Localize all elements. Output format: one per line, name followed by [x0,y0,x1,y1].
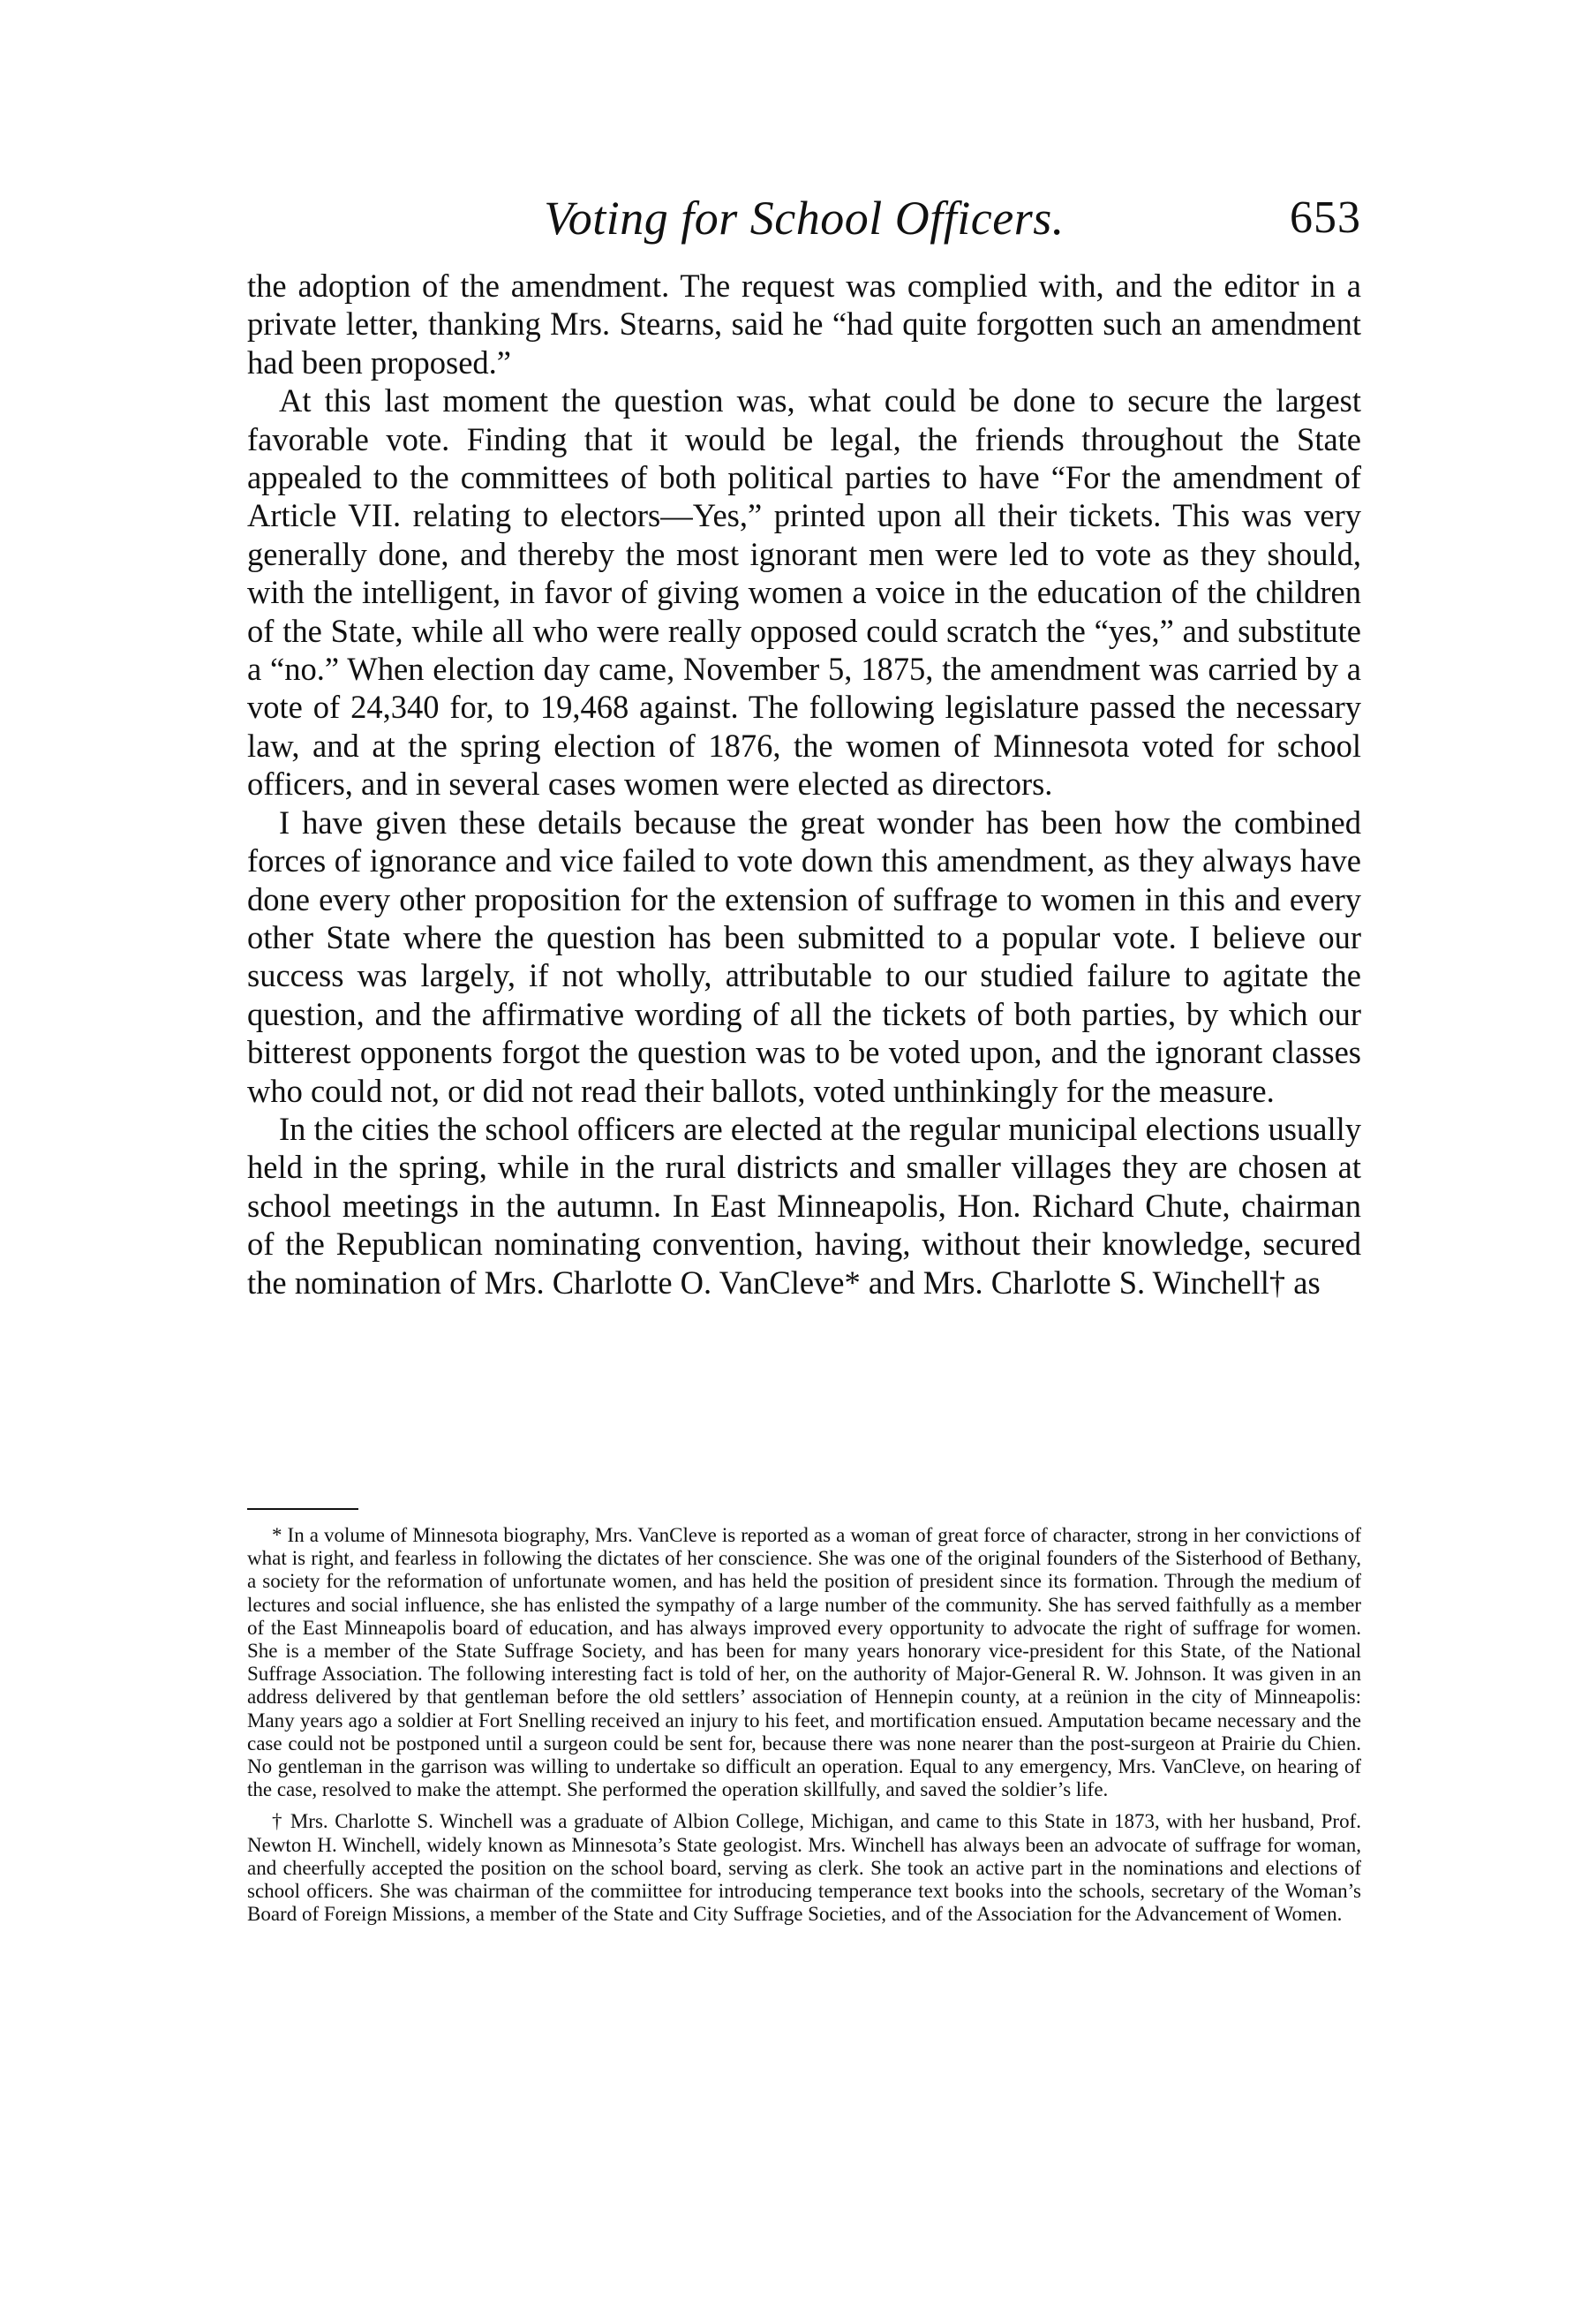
footnote-divider [247,1508,358,1510]
footnote-vancleve: * In a volume of Minnesota biography, Mrs. VanCleve is reported as a woman of great force of character, strong in her convictions of what is right, and fearless in following the dictates of her conscience. She was one of the original founders of the Sisterhood of Bethany, a society for the reformation of unfortunate women, and has held the position of president since its formation. Through the medium of lectures and social influence, she has enlisted the sympathy of a large number of the community. She has served faithfully as a member of the East Minneapolis board of education, and has always improved every opportunity to advocate the right of suffrage for women. She is a member of the State Suffrage Society, and has been for many years honorary vice-president for this State, of the National Suffrage Association. The following interesting fact is told of her, on the authority of Major-General R. W. Johnson. It was given in an address delivered by that gentleman before the old settlers’ association of Hennepin county, at a reünion in the city of Minneapolis: Many years ago a soldier at Fort Snelling received an injury to his feet, and mortification ensued. Amputation became necessary and the case could not be postponed until a surgeon could be sent for, because there was none nearer than the post-surgeon at Prairie du Chien. No gentleman in the garrison was willing to undertake so difficult an operation. Equal to any emergency, Mrs. VanCleve, on hearing of the case, resolved to make the attempt. She performed the operation skillfully, and saved the soldier’s life. [247,1524,1361,1801]
running-title: Voting for School Officers. [544,192,1065,245]
page-header [247,187,1361,258]
paragraph-school-elections: In the cities the school officers are elected at the regular municipal elections usually held in the spring, while in the rural districts and smaller villages they are chosen at school meetings in the autumn. In East Minneapolis, Hon. Richard Chute, chairman of the Republican nominating convention, having, without their knowledge, secured the nomination of Mrs. Charlotte O. VanCleve* and Mrs. Charlotte S. Winchell† as [247,1110,1361,1301]
footnotes [247,1524,1361,1935]
footnote-winchell: † Mrs. Charlotte S. Winchell was a graduate of Albion College, Michigan, and came to this State in 1873, with her husband, Prof. Newton H. Winchell, widely known as Minnesota’s State geologist. Mrs. Winchell has always been an advocate of suffrage for woman, and cheerfully accepted the position on the school board, serving as clerk. She took an active part in the nominations and elections of school officers. She was chairman of the commiittee for introducing temperance text books into the schools, secretary of the Woman’s Board of Foreign Missions, a member of the State and City Suffrage Societies, and of the Association for the Advancement of Women. [247,1810,1361,1926]
paragraph-voting-tickets: At this last moment the question was, what could be done to secure the largest favorable vote. Finding that it would be legal, the friends throughout the State appealed to the committees of both political parties to have “For the amendment of Article VII. relating to electors—Yes,” printed upon all their tickets. This was very generally done, and thereby the most ignorant men were led to vote as they should, with the intelligent, in favor of giving women a voice in the education of the children of the State, while all who were really opposed could scratch the “yes,” and substitute a “no.” When election day came, November 5, 1875, the amendment was carried by a vote of 24,340 for, to 19,468 against. The following legislature passed the necessary law, and at the spring election of 1876, the women of Minnesota voted for school officers, and in several cases women were elected as directors. [247,382,1361,803]
body-text [247,267,1361,1302]
paragraph-continuation: the adoption of the amendment. The request was complied with, and the editor in a private letter, thanking Mrs. Stearns, said he “had quite forgotten such an amendment had been proposed.” [247,268,1361,381]
paragraph-explanation: I have given these details because the great wonder has been how the combined forces of ignorance and vice failed to vote down this amendment, as they always have done every other proposition for the extension of suffrage to women in this and every other State where the question has been submitted to a popular vote. I believe our success was largely, if not wholly, attributable to our studied failure to agitate the question, and the affirmative wording of all the tickets of both parties, by which our bitterest opponents forgot the question was to be voted upon, and the ignorant classes who could not, or did not read their ballots, voted unthinkingly for the measure. [247,804,1361,1109]
page-number: 653 [1290,192,1361,243]
